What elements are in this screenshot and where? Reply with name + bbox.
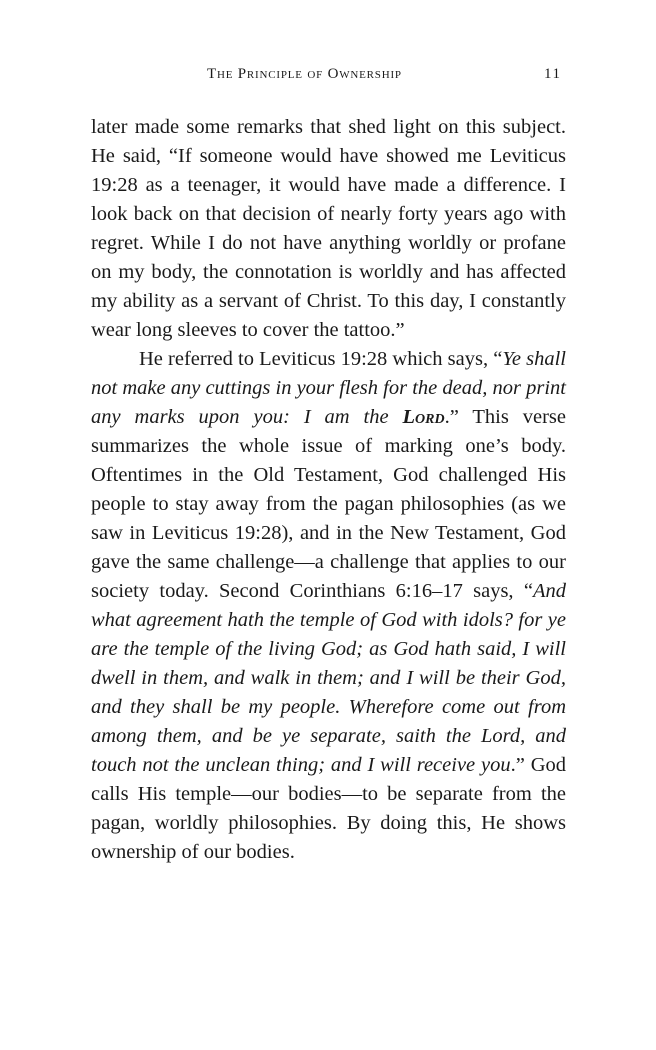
p2-closing: God calls His temple—our bodies—to be separate from the pagan, worldly philosophies. By doing this, He shows ownership of our bodies. [91, 754, 566, 863]
paragraph-1: later made some remarks that shed light on this subject. He said, “If someone would have showed me Leviticus 19:28 as a teenager, it would have made a difference. I look back on that decision of nearly forty years ago with regret. While I do not have anything worldly or profane on my body, the connotation is worldly and has affected my ability as a servant of Christ. To this day, I constantly wear long sleeves to cover the tattoo.” [91, 116, 566, 341]
p2-quote2-open: “ [523, 580, 533, 602]
chapter-title: The Principle of Ownership [207, 66, 402, 82]
p2-quote1-close: .” [444, 406, 459, 428]
p2-intro: He referred to Leviticus 19:28 which says, [139, 348, 494, 370]
lord-smallcaps: Lord [402, 406, 445, 428]
paragraph-2 [91, 345, 566, 867]
leviticus-quote: Ye shall not make any cuttings in your flesh for the dead, nor print any marks upon you: I am the [91, 348, 566, 428]
p2-quote1-open: “ [493, 348, 503, 370]
corinthians-quote: And what agreement hath the temple of God with idols? for ye are the temple of the living God; as God hath said, I will dwell in them, and walk in them; and I will be their God, and they shall be my people. Wherefore come out from among them, and be ye separate, saith the Lord, and touch not the unclean thing; and I will receive you [91, 580, 566, 776]
running-header [0, 66, 656, 88]
p2-quote2-close: .” [510, 754, 525, 776]
page-number: 11 [544, 66, 562, 82]
p2-middle: This verse summarizes the whole issue of marking one’s body. Oftentimes in the Old Testament, God challenged His people to stay away from the pagan philosophies (as we saw in Leviticus 19:28), and in the New Testament, God gave the same challenge—a challenge that applies to our society today. Second Corinthians 6:16–17 says, [91, 406, 566, 602]
body-text [91, 113, 566, 867]
